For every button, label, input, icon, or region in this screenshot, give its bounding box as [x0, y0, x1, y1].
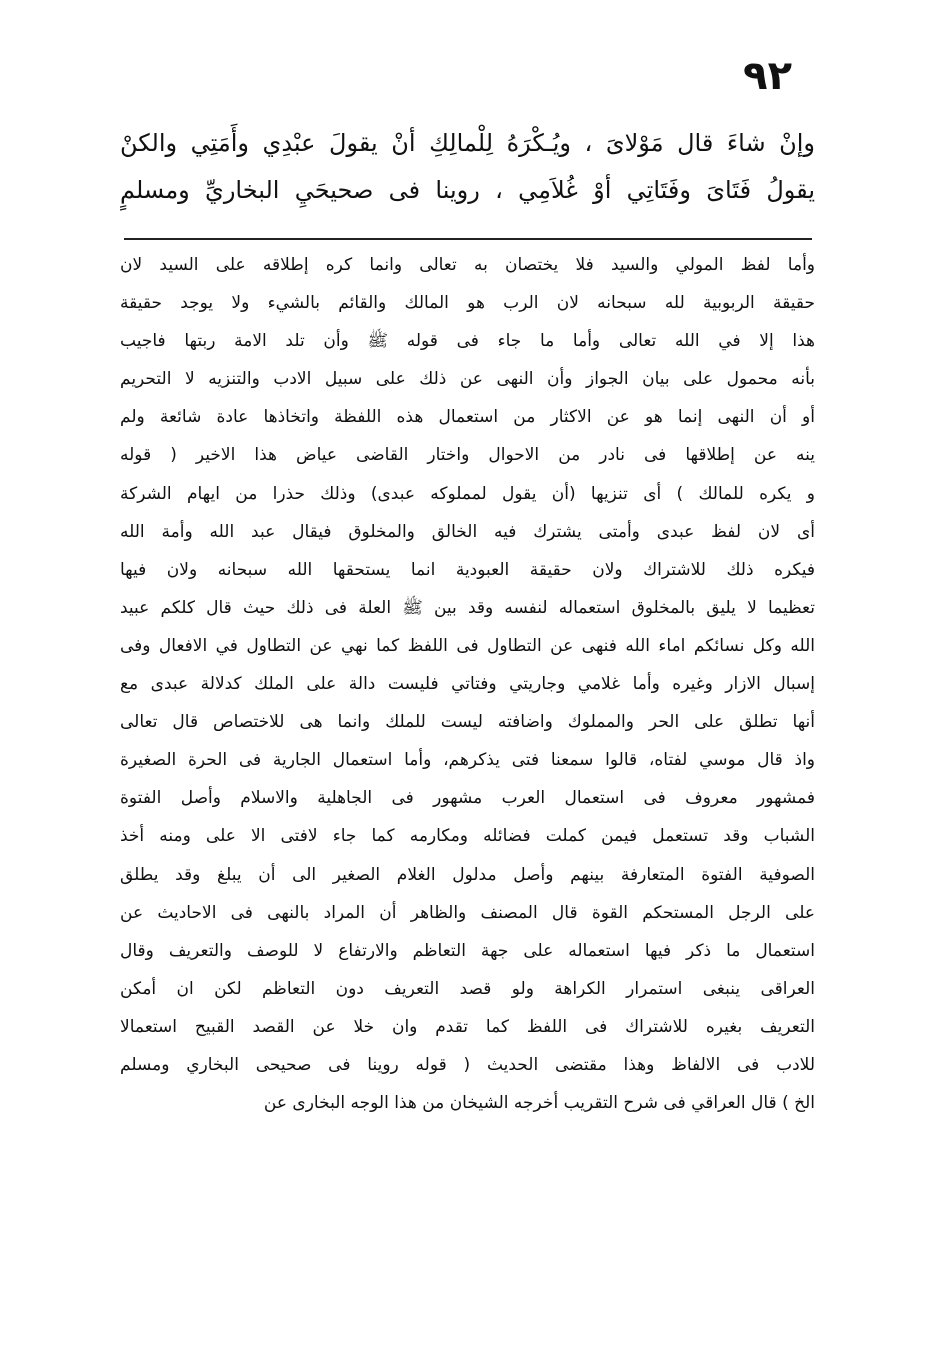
page-number: ٩٢ — [743, 53, 792, 99]
commentary-line: فيكره ذلك للاشتراك ولان حقيقة العبودية انما يستحقها الله سبحانه ولان فيها — [120, 559, 815, 580]
commentary-line: الشباب وقد تستعمل فيمن كملت فضائله ومكارمه كما جاء لافتى الا على ومنه أخذ — [120, 826, 815, 847]
main-text-line: يقولُ فَتَاىَ وفَتَاتِي أوْ غُلاَمِي ، روينا فى صحيحَيِ البخاريِّ ومسلمٍ — [120, 176, 815, 204]
commentary-line: ينه عن إطلاقها فى نادر من الاحوال واختار القاضى عياض هذا الاخير ( قوله — [120, 445, 815, 466]
commentary-line: حقيقة الربوبية لله سبحانه لان الرب هو المالك والقائم بالشيء ولا يوجد حقيقة — [120, 293, 815, 314]
commentary-line: تعظيما لا يليق بالمخلوق استعماله لنفسه وقد بين ﷺ العلة فى ذلك حيث قال كلكم عبيد — [120, 597, 815, 618]
commentary-line: أو أن النهى إنما هو عن الاكثار من استعمال هذه اللفظة واتخاذها عادة شائعة ولم — [120, 407, 815, 428]
commentary-line: إسبال الازار وغيره وأما غلامي وجاريتي وفتاتي فليست دالة على الملك كدلالة عبدى مع — [120, 674, 815, 695]
commentary-line: العراقى ينبغى استمرار الكراهة ولو قصد التعريف دون التعاظم لكن ان أمكن — [120, 978, 815, 999]
commentary-line: استعمال ما ذكر فيها استعماله على جهة التعاظم والارتفاع لا للوصف والتعريف وقال — [120, 940, 815, 961]
commentary-line: على الرجل المستحكم القوة قال المصنف والظاهر أن المراد بالنهى فى الاحاديث عن — [120, 902, 815, 923]
commentary-line: التعريف بغيره للاشتراك فى اللفظ كما تقدم وان خلا عن القصد القبيح استعمالا — [120, 1016, 815, 1037]
commentary-line: هذا إلا في الله تعالى وأما ما جاء فى قوله ﷺ وأن تلد الامة ربتها فاجيب — [120, 331, 815, 352]
commentary-line: و يكره للمالك ) أى تنزيها (أن يقول لمملوكه عبدى) وذلك حذرا من ايهام الشركة — [120, 483, 815, 504]
section-divider — [124, 238, 812, 240]
commentary-line: الله وكل نسائكم اماء الله فنهى عن التطاول فى اللفظ كما نهي عن التطاول في الافعال وفى — [120, 635, 815, 656]
commentary-line: الخ ) قال العراقي فى شرح التقريب أخرجه الشيخان من هذا الوجه البخارى عن — [263, 1093, 815, 1114]
commentary-block — [120, 246, 815, 1122]
commentary-line: فمشهور معروف فى استعمال العرب مشهور فى الجاهلية والاسلام وأصل الفتوة — [120, 788, 815, 809]
commentary-line: وأما لفظ المولي والسيد فلا يختصان به تعالى وانما كره إطلاقه على السيد لان — [120, 255, 815, 275]
main-text-line: وإنْ شاءَ قال مَوْلاىَ ، ويُـكْرَهُ لِلْمالِكِ أنْ يقولَ عبْدِي وأَمَتِي والكنْ — [120, 129, 815, 157]
commentary-line: واذ قال موسي لفتاه، قالوا سمعنا فتى يذكرهم، وأما استعمال الجارية فى الحرة الصغيرة — [120, 750, 815, 771]
commentary-line: أنها تطلق على الحر والمملوك واضافته ليست للملك وانما هى للاختصاص قال تعالى — [120, 712, 815, 733]
main-text-block — [120, 120, 815, 214]
commentary-line: أى لان لفظ عبدى وأمتى يشترك فيه الخالق والمخلوق فيقال عبد الله وأمة الله — [120, 521, 815, 542]
commentary-line: للادب فى الالفاظ وهذا مقتضى الحديث ( قوله روينا فى صحيحى البخاري ومسلم — [120, 1054, 815, 1075]
commentary-line: الصوفية الفتوة المتعارفة بينهم وأصل مدلول الغلام الصغير الى أن يبلغ وقد يطلق — [120, 864, 815, 885]
commentary-line: بأنه محمول على بيان الجواز وأن النهى عن ذلك على سبيل الادب والتنزيه لا التحريم — [120, 369, 815, 390]
